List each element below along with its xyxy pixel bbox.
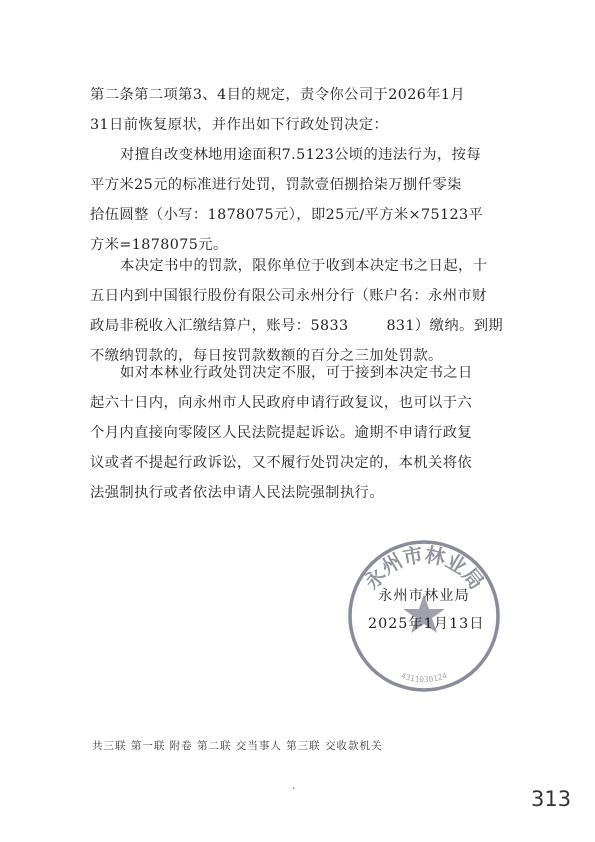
text-line: 对擅自改变林地用途面积7.5123公顷的违法行为，按每 <box>120 147 482 163</box>
text-line: 31日前恢复原状，并作出如下行政处罚决定： <box>90 117 389 133</box>
text-line: 个月内直接向零陵区人民法院提起诉讼。逾期不申请行政复 <box>90 425 473 441</box>
account-text: 政局非税收入汇缴结算户，账号：5833 <box>90 318 349 334</box>
text-line: 五日内到中国银行股份有限公司永州分行（账户名：永州市财 <box>90 288 487 304</box>
seal-code: 4311030124 <box>399 671 449 685</box>
paragraph-3 <box>90 251 520 371</box>
account-suffix-text: 831）缴纳。到期 <box>386 318 504 334</box>
svg-text:4311030124 <box>400 671 449 684</box>
text-line: 方米=1878075元。 <box>90 237 228 253</box>
page-mark: · <box>292 782 296 795</box>
paragraph-2 <box>90 140 520 260</box>
text-line: 不缴纳罚款的，每日按罚款数额的百分之三加处罚款。 <box>90 348 443 364</box>
text-line: 第二条第二项第3、4目的规定，责令你公司于2026年1月 <box>90 87 466 103</box>
page-number: 313 <box>531 787 572 811</box>
signing-agency: 永州市林业局 <box>378 588 470 604</box>
text-line: 平方米25元的标准进行处罚，罚款壹佰捌拾柒万捌仟零柒 <box>90 177 462 193</box>
text-line: 如对本林业行政处罚决定不服，可于接到本决定书之日 <box>120 365 473 381</box>
text-line: 法强制执行或者依法申请人民法院强制执行。 <box>90 485 384 501</box>
paragraph-4 <box>90 358 520 508</box>
paragraph-1 <box>90 80 520 140</box>
copy-distribution-note: 共三联 第一联 附卷 第二联 交当事人 第三联 交收款机关 <box>92 740 383 752</box>
signing-date: 2025年1月13日 <box>368 616 485 632</box>
text-line: 起六十日内，向永州市人民政府申请行政复议，也可以于六 <box>90 395 473 411</box>
text-line: 本决定书中的罚款，限你单位于收到本决定书之日起，十 <box>120 258 488 274</box>
text-line: 议或者不提起行政诉讼，又不履行处罚决定的，本机关将依 <box>90 455 473 471</box>
text-line: 拾伍圆整（小写：1878075元），即25元/平方米×75123平 <box>90 207 484 223</box>
text-line <box>90 311 520 341</box>
seal-lettering: 永州市林业局 <box>359 542 489 594</box>
